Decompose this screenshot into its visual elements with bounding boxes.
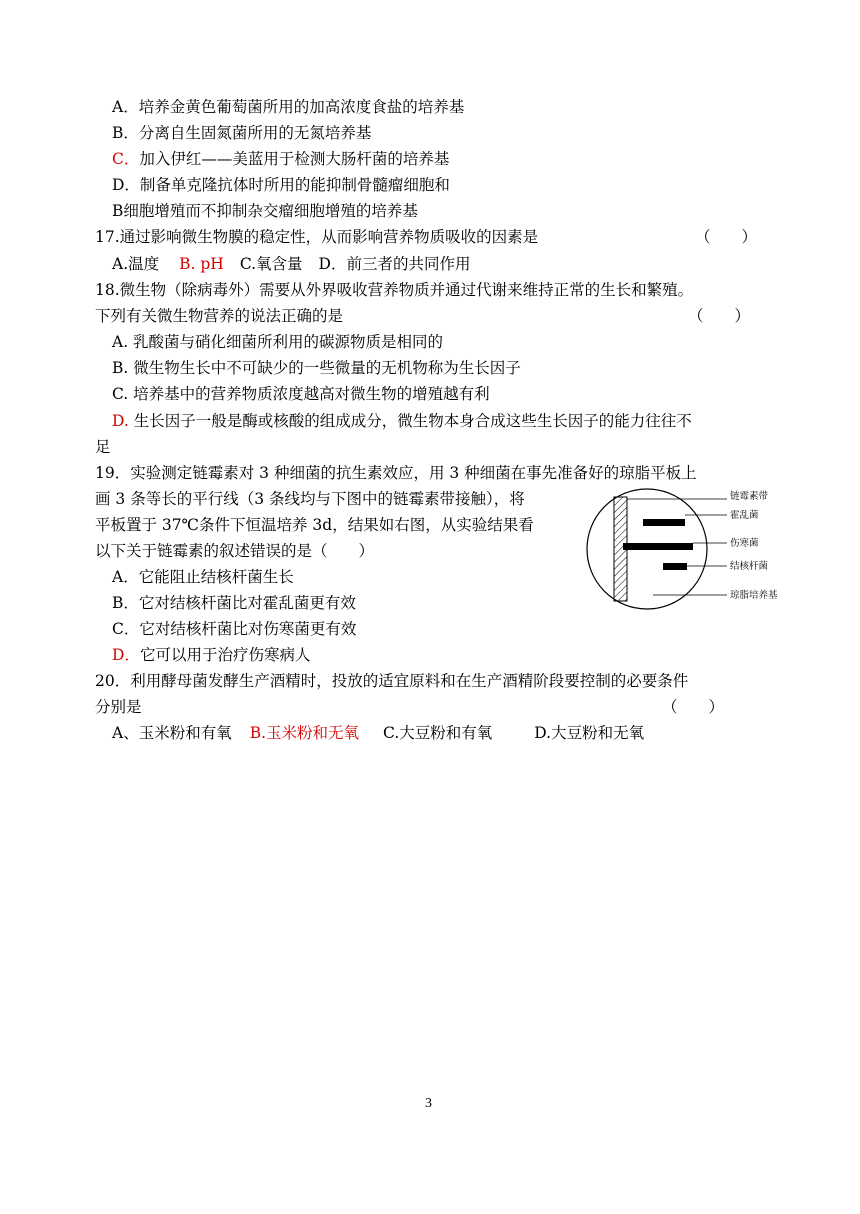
q18-option-a: A. 乳酸菌与硝化细菌所利用的碳源物质是相同的 — [112, 333, 444, 351]
q19-option-a: A．它能阻止结核杆菌生长 — [112, 568, 294, 586]
q20-stem-line1: 20．利用酵母菌发酵生产酒精时，投放的适宜原料和在生产酒精阶段要控制的必要条件 — [95, 672, 689, 690]
q18-option-d-text: 生长因子一般是酶或核酸的组成成分，微生物本身合成这些生长因子的能力往往不 — [128, 412, 692, 430]
q18-stem-line1: 18.微生物（除病毒外）需要从外界吸收营养物质并通过代谢来维持正常的生长和繁殖。 — [95, 281, 694, 299]
q18-answer-paren: （ ） — [688, 307, 751, 325]
q20-option-b: B.玉米粉和无氧 — [249, 724, 360, 742]
q20-stem-line2: 分别是 — [95, 698, 142, 716]
q17-answer-paren: （ ） — [695, 228, 758, 246]
q20-option-d: D.大豆粉和无氧 — [534, 724, 645, 742]
label-cholera: 霍乱菌 — [730, 510, 759, 521]
typhoid-growth-line — [623, 543, 693, 550]
q16-option-d-line1: D．制备单克隆抗体时所用的能抑制骨髓瘤细胞和 — [112, 176, 450, 194]
q16-option-a: A．培养金黄色葡萄菌所用的加高浓度食盐的培养基 — [112, 98, 465, 116]
q20-option-c: C.大豆粉和有氧 — [383, 724, 493, 742]
q20-option-a: A、玉米粉和有氧 — [112, 724, 232, 742]
q19-stem-line1: 19．实验测定链霉素对 3 种细菌的抗生素效应，用 3 种细菌在事先准备好的琼脂平板上 — [95, 464, 697, 482]
q18-option-c: C. 培养基中的营养物质浓度越高对微生物的增殖越有利 — [112, 385, 490, 403]
label-agar: 琼脂培养基 — [730, 590, 778, 601]
label-typhoid: 伤寒菌 — [730, 538, 759, 549]
q18-option-b: B. 微生物生长中不可缺少的一些微量的无机物称为生长因子 — [112, 359, 521, 377]
q19-stem-line3: 平板置于 37℃条件下恒温培养 3d，结果如右图，从实验结果看 — [95, 516, 534, 534]
label-streptomycin: 链霉素带 — [730, 491, 769, 502]
q19-option-d — [112, 645, 310, 665]
q19-stem-line2: 画 3 条等长的平行线（3 条线均与下图中的链霉素带接触），将 — [95, 490, 525, 508]
label-tb: 结核杆菌 — [730, 561, 769, 572]
q18-option-d-letter: D. — [112, 412, 129, 430]
q16-option-d-line2: B细胞增殖而不抑制杂交瘤细胞增殖的培养基 — [112, 202, 418, 220]
q18-stem-line2: 下列有关微生物营养的说法正确的是 — [95, 307, 344, 325]
q19-option-c: C．它对结核杆菌比对伤寒菌更有效 — [112, 620, 357, 638]
q17-option-c: C.氧含量 — [239, 255, 303, 273]
q18-option-d — [112, 411, 692, 431]
q16-option-c-letter: C． — [112, 150, 140, 168]
q16-option-c — [112, 149, 449, 169]
q16-option-b: B．分离自生固氮菌所用的无氮培养基 — [112, 124, 372, 142]
q19-option-b: B．它对结核杆菌比对霍乱菌更有效 — [112, 594, 356, 612]
q17-option-a: A.温度 — [112, 255, 160, 273]
q17-option-d: D．前三者的共同作用 — [318, 255, 471, 273]
q19-option-d-text: 它可以用于治疗伤寒病人 — [139, 646, 311, 664]
cholera-growth-line — [643, 519, 685, 526]
q19-option-d-letter: D． — [112, 646, 140, 664]
q16-option-c-text: 加入伊红——美蓝用于检测大肠杆菌的培养基 — [139, 150, 450, 168]
q17-stem: 17.通过影响微生物膜的稳定性，从而影响营养物质吸收的因素是 — [95, 228, 539, 246]
q20-answer-paren: （ ） — [662, 698, 725, 716]
page-number: 3 — [425, 1096, 432, 1111]
tb-growth-line — [663, 563, 687, 570]
agar-plate-diagram — [585, 485, 800, 615]
q20-options — [112, 723, 644, 743]
q17-option-b: B. pH — [179, 255, 224, 273]
q17-options — [112, 254, 470, 274]
q18-option-d-continued: 足 — [95, 438, 111, 456]
q19-stem-line4: 以下关于链霉素的叙述错误的是（ ） — [95, 542, 375, 560]
